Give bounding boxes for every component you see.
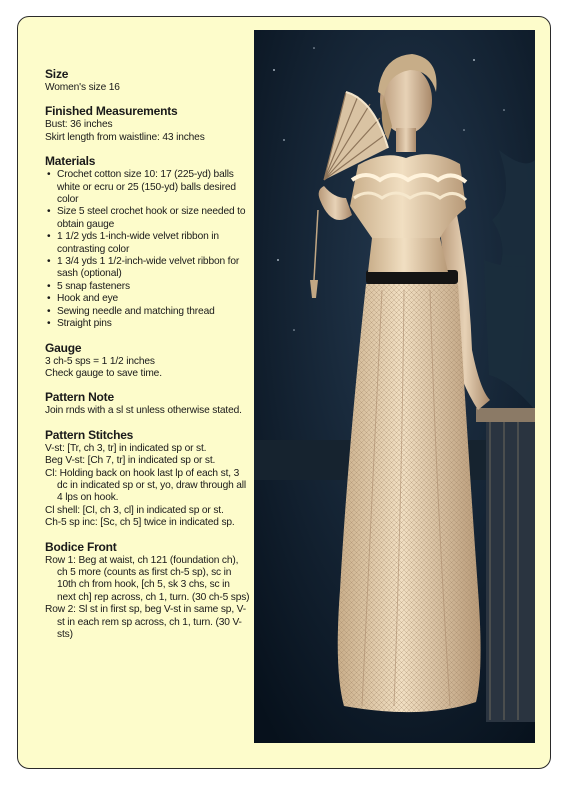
row-instruction: Row 1: Beg at waist, ch 121 (foundation ch), ch 5 more (counts as first ch-5 sp), sc in 10th ch from hook, [ch 5, sk 3 chs, sc in next ch] rep across, ch 1, turn. (30 ch-5 sps) [45, 554, 250, 603]
section-bodice-front [45, 540, 250, 642]
section-heading: Bodice Front [45, 539, 117, 554]
gauge-value: 3 ch-5 sps = 1 1/2 inches [45, 355, 155, 367]
skirt-length-measurement: Skirt length from waistline: 43 inches [45, 131, 205, 143]
bust-measurement: Bust: 36 inches [45, 119, 113, 131]
section-pattern-stitches [45, 428, 250, 530]
list-item: • Size 5 steel crochet hook or size needed to obtain gauge [45, 206, 250, 231]
materials-list [45, 169, 250, 330]
section-heading: Size [45, 67, 69, 81]
model-photo [254, 30, 535, 743]
pattern-note-text: Join rnds with a sl st unless otherwise stated. [45, 405, 242, 417]
section-heading: Gauge [45, 340, 82, 355]
list-item: • Sewing needle and matching thread [45, 306, 250, 318]
section-heading: Finished Measurements [45, 104, 178, 119]
stitch-definition: V-st: [Tr, ch 3, tr] in indicated sp or st. [45, 442, 207, 454]
section-finished-measurements [45, 104, 250, 144]
stitch-definition: Beg V-st: [Ch 7, tr] in indicated sp or st. [45, 455, 216, 467]
section-heading: Materials [45, 154, 96, 169]
gauge-note: Check gauge to save time. [45, 367, 162, 379]
section-heading: Pattern Note [45, 390, 114, 405]
model-photo-illustration [254, 30, 535, 743]
stitch-definition: Ch-5 sp inc: [Sc, ch 5] twice in indicated sp. [45, 517, 235, 529]
pattern-instructions [45, 67, 250, 651]
section-materials [45, 154, 250, 330]
section-gauge [45, 341, 250, 381]
section-pattern-note [45, 390, 250, 417]
list-item: • 1 3/4 yds 1 1/2-inch-wide velvet ribbon for sash (optional) [45, 256, 250, 281]
stitch-definition: Cl: Holding back on hook last lp of each st, 3 dc in indicated sp or st, yo, draw through all 4 lps on hook. [45, 467, 247, 504]
list-item: • Straight pins [45, 318, 250, 330]
list-item: • 5 snap fasteners [45, 281, 250, 293]
list-item: • 1 1/2 yds 1-inch-wide velvet ribbon in contrasting color [45, 231, 250, 256]
list-item: • Crochet cotton size 10: 17 (225-yd) balls white or ecru or 25 (150-yd) balls desired color [45, 169, 250, 206]
stitch-definition: Cl shell: [Cl, ch 3, cl] in indicated sp or st. [45, 504, 224, 516]
size-value: Women's size 16 [45, 82, 120, 93]
section-size [45, 67, 250, 94]
section-heading: Pattern Stitches [45, 427, 134, 442]
row-instruction: Row 2: Sl st in first sp, beg V-st in same sp, V-st in each rem sp across, ch 1, turn. (30 V-sts) [45, 604, 247, 640]
list-item: • Hook and eye [45, 293, 250, 305]
